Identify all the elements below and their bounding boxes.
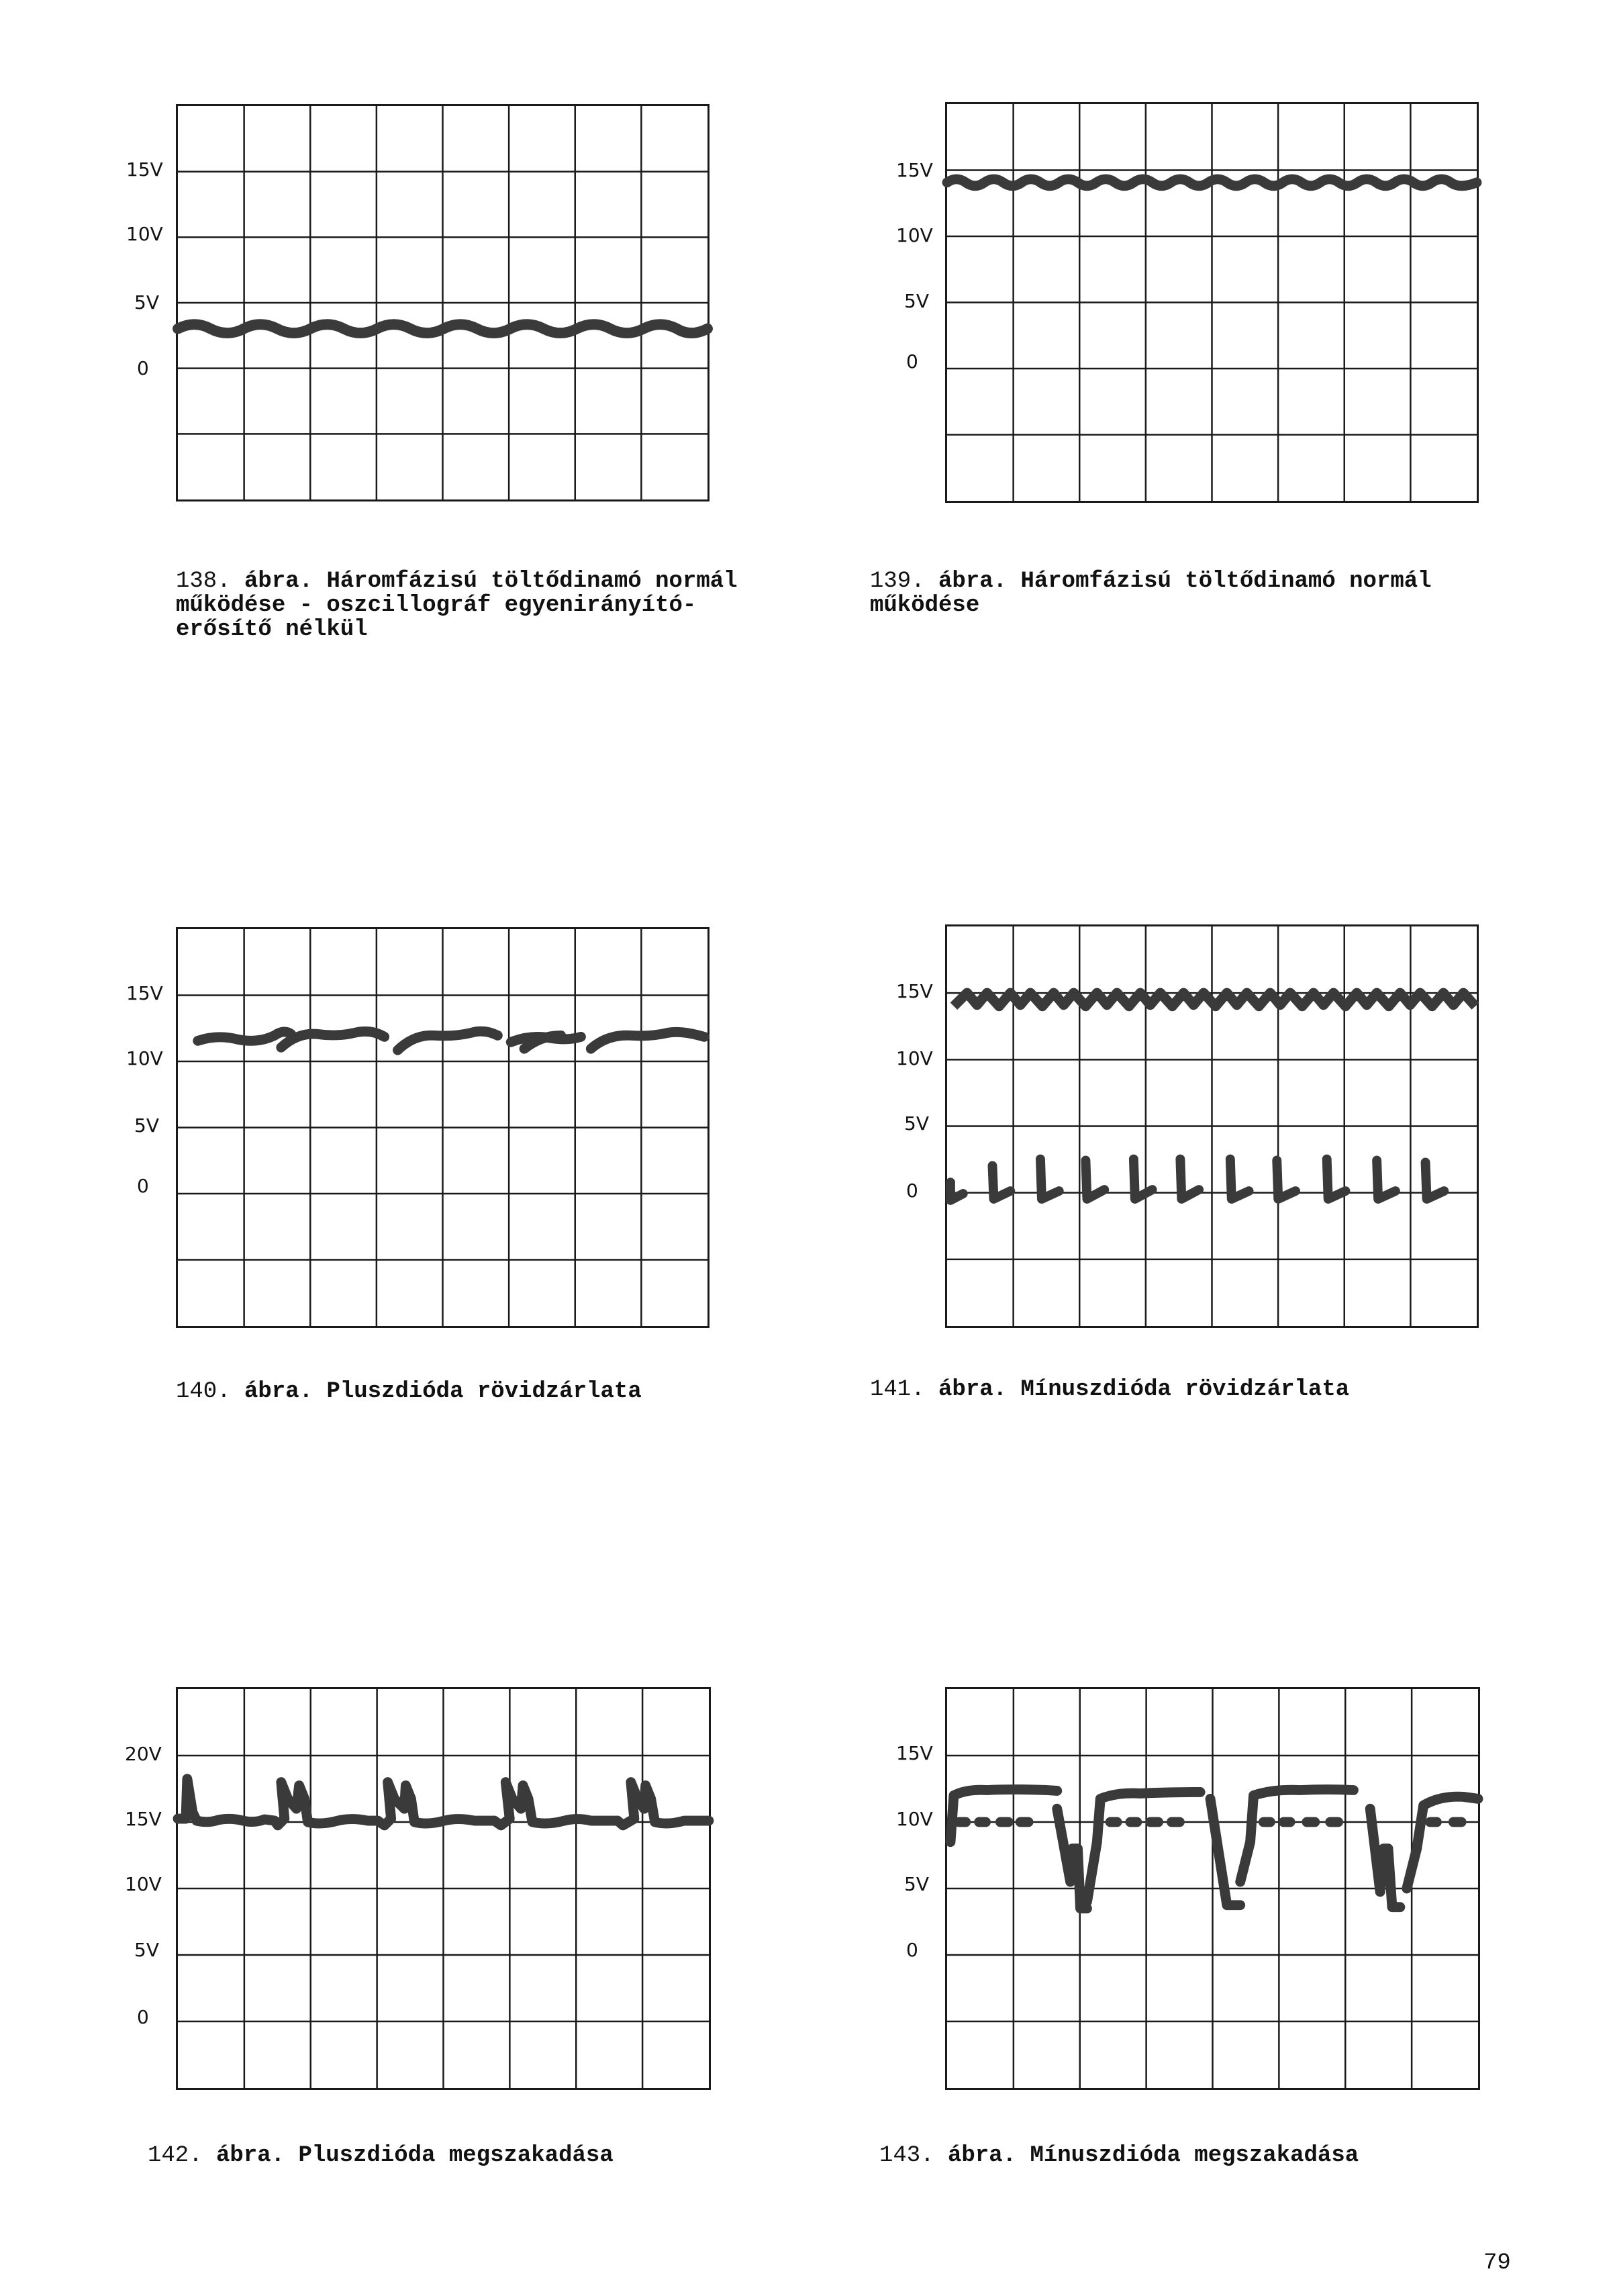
- oscillogram-138: [176, 104, 709, 501]
- figure-number: 143.: [879, 2143, 934, 2168]
- oscillogram-142-svg: [178, 1689, 709, 2088]
- caption-140: [176, 1380, 642, 1404]
- y-label-10v: 10V: [896, 1808, 933, 1830]
- caption-138: [176, 569, 738, 642]
- y-label-0: 0: [137, 1175, 149, 1197]
- grid: [178, 1689, 709, 2088]
- grid: [178, 106, 707, 499]
- y-label-0: 0: [906, 350, 918, 373]
- caption-142: [148, 2144, 614, 2168]
- y-label-10v: 10V: [125, 1873, 162, 1895]
- y-label-5v: 5V: [904, 290, 929, 312]
- y-label-10v: 10V: [896, 1047, 933, 1069]
- y-label-15v: 15V: [126, 982, 163, 1004]
- waveform-140: [198, 1031, 704, 1050]
- y-label-0: 0: [906, 1180, 918, 1202]
- waveform-141-pulses: [950, 1159, 1444, 1200]
- oscillogram-138-svg: [178, 106, 707, 499]
- figure-number: 138.: [176, 569, 231, 594]
- oscillogram-140-svg: [178, 929, 707, 1326]
- oscillogram-141: [945, 924, 1479, 1328]
- waveform-143: [950, 1789, 1478, 1908]
- y-label-0: 0: [137, 2006, 149, 2028]
- oscillogram-143: [945, 1687, 1480, 2090]
- y-label-5v: 5V: [134, 1114, 159, 1137]
- page-number: 79: [1483, 2250, 1511, 2276]
- grid: [178, 929, 707, 1326]
- oscillogram-139: [945, 102, 1479, 503]
- y-label-15v: 15V: [896, 1742, 933, 1764]
- oscillogram-139-svg: [947, 104, 1477, 501]
- caption-text: ábra. Pluszdióda megszakadása: [216, 2143, 614, 2168]
- y-label-5v: 5V: [904, 1112, 929, 1135]
- waveform-141-peaks: [954, 993, 1475, 1006]
- caption-text: ábra. Háromfázisú töltődinamó normál működése: [870, 569, 1432, 618]
- y-label-0: 0: [906, 1939, 918, 1961]
- y-label-15v: 15V: [896, 980, 933, 1002]
- caption-text: ábra. Pluszdióda rövidzárlata: [244, 1379, 642, 1404]
- y-label-0: 0: [137, 357, 149, 379]
- oscillogram-143-svg: [947, 1689, 1478, 2088]
- waveform-139: [947, 179, 1477, 186]
- oscillogram-140: [176, 927, 709, 1328]
- caption-143: [879, 2144, 1359, 2168]
- y-label-5v: 5V: [134, 291, 159, 314]
- y-label-10v: 10V: [126, 1047, 163, 1069]
- y-label-5v: 5V: [904, 1873, 929, 1895]
- grid: [947, 104, 1477, 501]
- caption-text: ábra. Mínuszdióda rövidzárlata: [938, 1377, 1350, 1402]
- y-label-15v: 15V: [896, 159, 933, 181]
- caption-139: [870, 569, 1432, 618]
- waveform-138: [178, 324, 707, 333]
- y-label-10v: 10V: [126, 223, 163, 245]
- figure-number: 139.: [870, 569, 925, 594]
- caption-text: ábra. Mínuszdióda megszakadása: [948, 2143, 1359, 2168]
- y-label-15v: 15V: [125, 1808, 162, 1830]
- oscillogram-142: [176, 1687, 711, 2090]
- y-label-20v: 20V: [125, 1743, 162, 1765]
- grid: [947, 926, 1477, 1326]
- figure-number: 140.: [176, 1379, 231, 1404]
- y-label-5v: 5V: [134, 1939, 159, 1961]
- y-label-10v: 10V: [896, 224, 933, 246]
- figure-number: 142.: [148, 2143, 203, 2168]
- caption-text: ábra. Háromfázisú töltődinamó normál működése - oszcillográf egyenirányító- erősítő nélkül: [176, 569, 738, 642]
- oscillogram-141-svg: [947, 926, 1477, 1326]
- grid: [947, 1689, 1478, 2088]
- figure-number: 141.: [870, 1377, 925, 1402]
- caption-141: [870, 1378, 1349, 1402]
- y-label-15v: 15V: [126, 158, 163, 181]
